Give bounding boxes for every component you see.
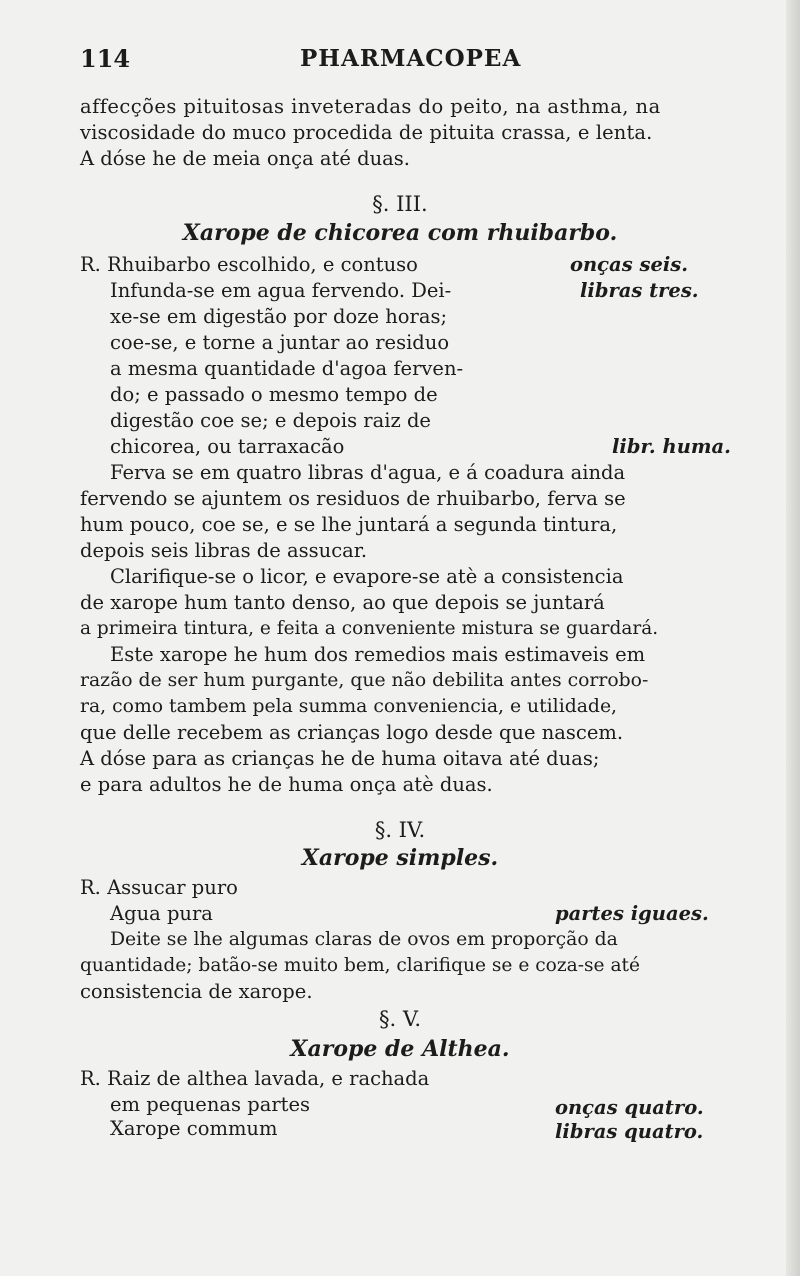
section-number: §. IV.	[374, 818, 426, 842]
section-number: §. V.	[378, 1007, 422, 1031]
recipe-line: em pequenas partes	[110, 1093, 311, 1116]
recipe-line: chicorea, ou tarraxacão	[110, 435, 345, 458]
text-line: razão de ser hum purgante, que não debilita antes corrobo-	[80, 670, 649, 691]
recipe-line: a mesma quantidade d'agoa ferven-	[110, 357, 464, 380]
recipe-line: Agua pura	[110, 902, 213, 925]
recipe-line: xe-se em digestão por doze horas;	[110, 305, 448, 328]
text-line: A dóse para as crianças he de huma oitava até duas;	[80, 747, 600, 770]
text-line: depois seis libras de assucar.	[80, 539, 368, 562]
page-number: 114	[80, 44, 131, 73]
section-title: Xarope de chicorea com rhuibarbo.	[182, 220, 618, 246]
recipe-line: R. Rhuibarbo escolhido, e contuso	[80, 253, 418, 276]
text-line: affecções pituitosas inveteradas do peito, na asthma, na	[80, 95, 661, 118]
text-line: a primeira tintura, e feita a conveniente mistura se guardará.	[80, 618, 659, 639]
text-line: ra, como tambem pela summa conveniencia, e utilidade,	[80, 696, 618, 717]
recipe-line: R. Raiz de althea lavada, e rachada	[80, 1067, 430, 1090]
recipe-line: digestão coe se; e depois raiz de	[110, 409, 431, 432]
section-title: Xarope de Althea.	[290, 1036, 510, 1062]
text-line: Clarifique-se o licor, e evapore-se atè a consistencia	[110, 565, 624, 588]
text-line: que delle recebem as crianças logo desde que nascem.	[80, 721, 624, 744]
section-title: Xarope simples.	[301, 845, 499, 871]
text-line: Ferva se em quatro libras d'agua, e á coadura ainda	[110, 461, 626, 484]
recipe-line: R. Assucar puro	[80, 876, 238, 899]
recipe-line: Xarope commum	[110, 1117, 278, 1140]
quantity: onças seis.	[570, 253, 689, 276]
quantity: onças quatro.	[555, 1096, 704, 1119]
text-line: hum pouco, coe se, e se lhe juntará a segunda tintura,	[80, 513, 618, 536]
quantity: libr. huma.	[612, 435, 731, 458]
running-title: PHARMACOPEA	[300, 45, 522, 72]
quantity: libras tres.	[580, 279, 699, 302]
text-line: quantidade; batão-se muito bem, clarifique se e coza-se até	[80, 955, 641, 976]
text-line: de xarope hum tanto denso, ao que depois se juntará	[80, 591, 605, 614]
text-line: fervendo se ajuntem os residuos de rhuibarbo, ferva se	[80, 487, 626, 510]
text-line: Este xarope he hum dos remedios mais estimaveis em	[110, 643, 646, 666]
recipe-line: do; e passado o mesmo tempo de	[110, 383, 438, 406]
text-line: e para adultos he de huma onça atè duas.	[80, 773, 493, 796]
text-line: viscosidade do muco procedida de pituita crassa, e lenta.	[80, 121, 653, 144]
quantity: libras quatro.	[555, 1120, 704, 1143]
section-number: §. III.	[372, 192, 428, 216]
recipe-line: coe-se, e torne a juntar ao residuo	[110, 331, 450, 354]
quantity: partes iguaes.	[555, 902, 709, 925]
recipe-line: Infunda-se em agua fervendo. Dei-	[110, 279, 452, 302]
text-line: A dóse he de meia onça até duas.	[80, 147, 410, 170]
text-line: consistencia de xarope.	[80, 980, 313, 1003]
text-line: Deite se lhe algumas claras de ovos em proporção da	[110, 929, 618, 950]
